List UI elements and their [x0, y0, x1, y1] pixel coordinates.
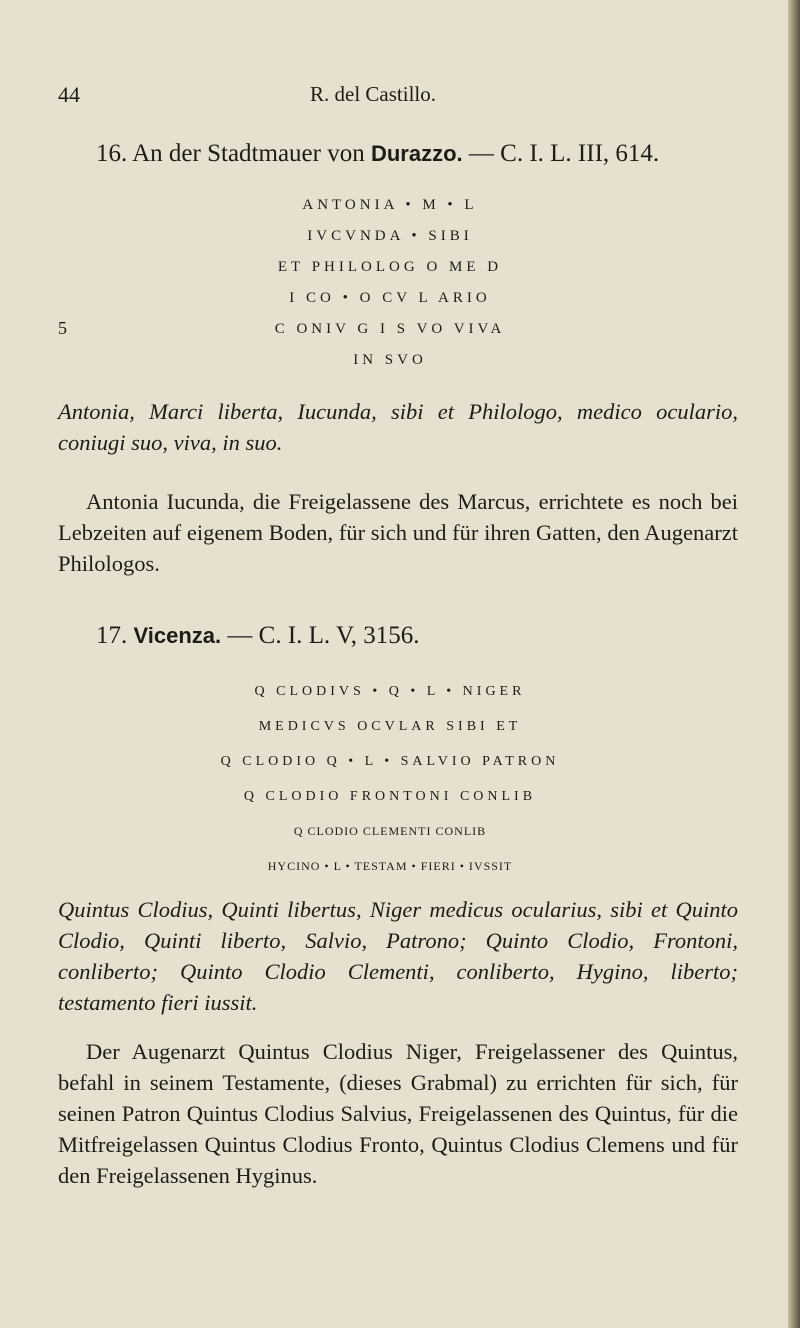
inscription-line: C ONIV G I S VO VIVA	[274, 321, 506, 337]
entry-17-heading	[96, 622, 420, 650]
entry-16-inscription	[0, 190, 780, 376]
entry-17-place: Vicenza.	[133, 623, 222, 648]
inscription-line: ANTONIA • M • L	[302, 197, 478, 213]
entry-16-reference: — C. I. L. III, 614.	[468, 140, 660, 167]
entry-17-reference: — C. I. L. V, 3156.	[227, 622, 420, 649]
entry-16-german-translation: Antonia Iucunda, die Freigelassene des Marcus, errichtete es noch bei Lebzeiten auf eigenem Boden, für sich und für ihren Gatten, den Augenarzt Philologos.	[58, 489, 738, 576]
entry-16-lead: An der Stadtmauer von	[132, 140, 365, 167]
inscription-line: MEDICVS OCVLAR SIBI ET	[258, 719, 522, 734]
running-head: R. del Castillo.	[310, 82, 436, 106]
entry-16-place: Durazzo.	[370, 141, 463, 166]
inscription-line: Q CLODIO CLEMENTI CONLIB	[293, 824, 487, 838]
inscription-line: IN SVO	[353, 352, 427, 368]
page-header	[0, 82, 790, 112]
entry-16-heading	[96, 140, 659, 168]
inscription-line: IVCVNDA • SIBI	[307, 228, 473, 244]
line-number-marker: 5	[58, 318, 67, 338]
page-number: 44	[58, 82, 80, 107]
inscription-line: ET PHILOLOG O ME D	[277, 259, 503, 275]
inscription-line: HYCINO • L • TESTAM • FIERI • IVSSIT	[267, 859, 513, 873]
entry-17-number: 17.	[96, 622, 128, 649]
entry-17-inscription	[0, 674, 780, 884]
page-edge-shadow	[788, 0, 800, 1328]
inscription-line: Q CLODIVS • Q • L • NIGER	[254, 684, 526, 699]
entry-17-german-translation: Der Augenarzt Quintus Clodius Niger, Freigelassener des Quintus, befahl in seinem Testamente, (dieses Grabmal) zu errichten für sich, für seinen Patron Quintus Clodius Salvius, Freigelassenen des Quintus, für die Mitfreigelassen Quintus Clodius Fronto, Quintus Clodius Clemens und für den Freigelassenen Hyginus.	[58, 1039, 738, 1188]
inscription-line: I CO • O CV L ARIO	[289, 290, 491, 306]
entry-16-latin-expansion: Antonia, Marci liberta, Iucunda, sibi et Philologo, medico oculario, coniugi suo, viva, in suo.	[58, 399, 738, 455]
entry-17-latin-expansion: Quintus Clodius, Quinti libertus, Niger medicus ocularius, sibi et Quinto Clodio, Quinti liberto, Salvio, Patrono; Quinto Clodio, Frontoni, conliberto; Quinto Clodio Clementi, conliberto, Hygino, liberto; testamento fieri iussit.	[58, 897, 738, 1015]
inscription-line: Q CLODIO Q • L • SALVIO PATRON	[220, 754, 560, 769]
inscription-line: Q CLODIO FRONTONI CONLIB	[243, 789, 537, 804]
entry-16-number: 16.	[96, 140, 128, 167]
